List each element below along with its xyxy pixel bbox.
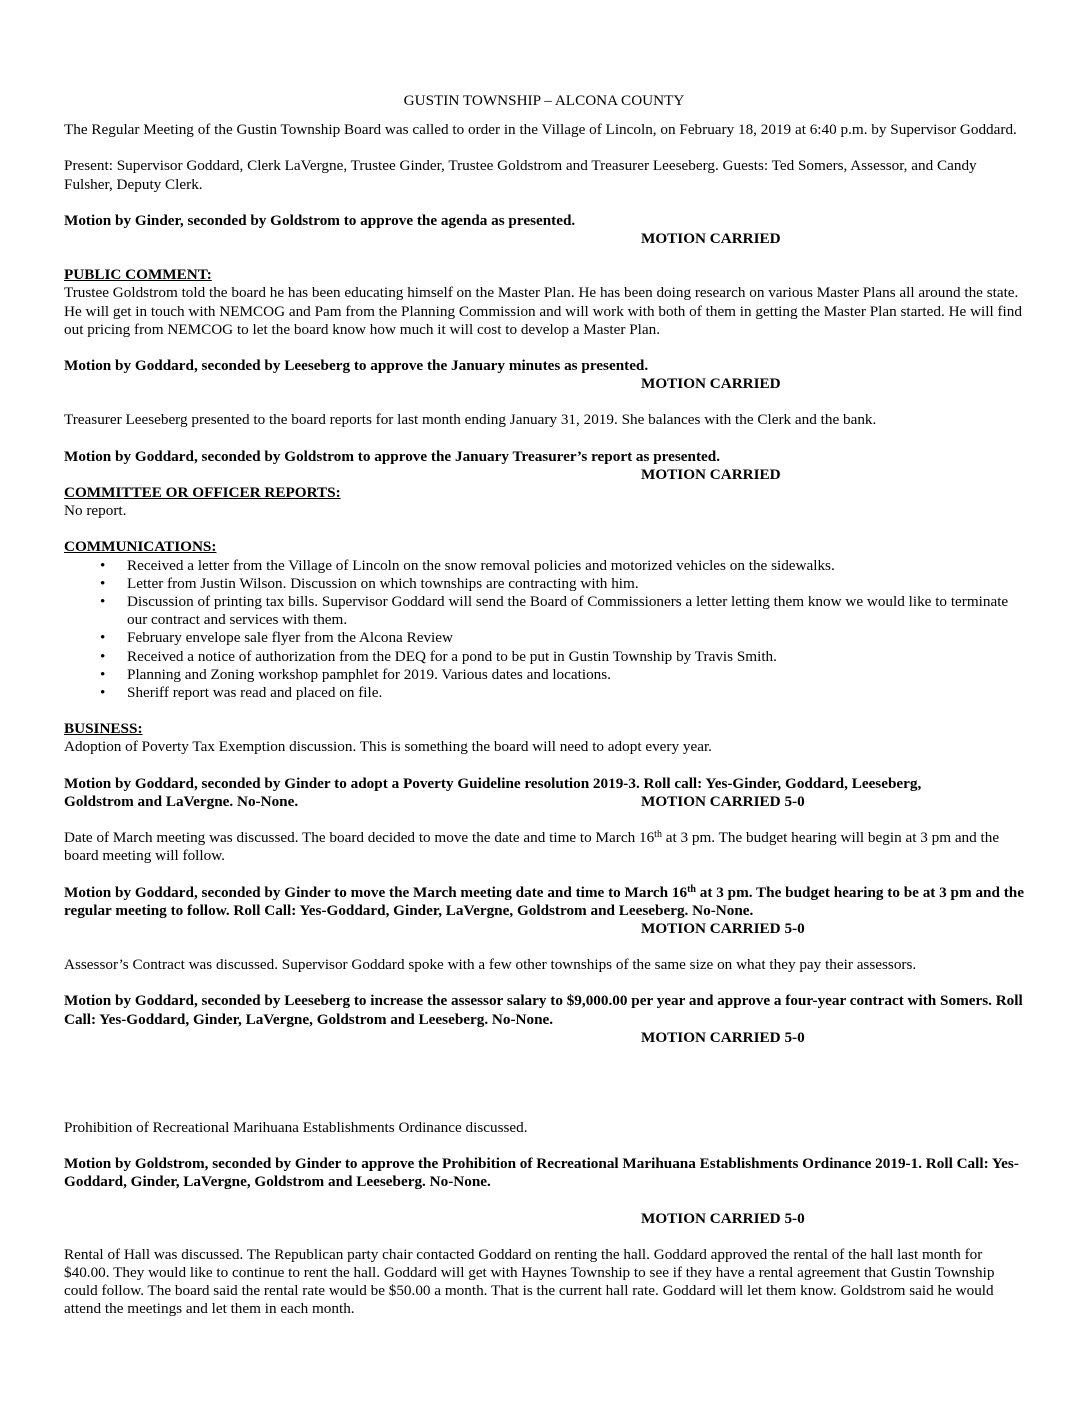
motion-poverty-row [64,793,1024,811]
minutes-page [64,92,1024,1319]
document-title: GUSTIN TOWNSHIP – ALCONA COUNTY [403,92,685,109]
march-text-b: at 3 pm. The budget hearing will begin at 3 pm and the board meeting will follow. [64,829,1000,865]
intro-paragraph: The Regular Meeting of the Gustin Township Board was called to order in the Village of Lincoln, on February 18, 2019 at 6:40 p.m. by Supervisor Goddard. [64,121,1017,139]
list-item: • February envelope sale flyer from the Alcona Review [127,629,1024,647]
motion-carried-march: MOTION CARRIED 5-0 [641,919,805,937]
list-item: • Sheriff report was read and placed on file. [127,684,1024,702]
treasurer-paragraph: Treasurer Leeseberg presented to the board reports for last month ending January 31, 2019. She balances with the Clerk and the bank. [64,411,877,429]
hall-paragraph: Rental of Hall was discussed. The Republican party chair contacted Goddard on renting the hall. Goddard approved the rental of the hall last month for $40.00. They would like to continue to rent the hall. Goddard will get with Haynes Township to see if they have a rental agreement that Gustin Township could follow. The board said the rental rate would be $50.00 a month. That is the current hall rate. Goddard will let them know. Goldstrom said he would attend the meetings and let them in each month. [64,1245,995,1318]
motion-march-superscript: th [687,883,696,895]
list-item: • Planning and Zoning workshop pamphlet for 2019. Various dates and locations. [127,666,1024,684]
motion-carried-assessor: MOTION CARRIED 5-0 [641,1028,805,1046]
list-item: • Letter from Justin Wilson. Discussion on which townships are contracting with him. [127,575,1024,593]
motion-march [64,884,1024,920]
business-heading: BUSINESS: [64,720,143,738]
motion-march-a: Motion by Goddard, seconded by Ginder to move the March meeting date and time to March 16 [64,883,688,901]
motion-minutes: Motion by Goddard, seconded by Leeseberg to approve the January minutes as presented. [64,357,649,375]
public-comment-text: Trustee Goldstrom told the board he has been educating himself on the Master Plan. He has been doing research on various Master Plans all around the state. He will get in touch with NEMCOG and Pam from the Planning Commission and will work with both of them in getting the Master Plan started. He will find out pricing from NEMCOG to let the board know how much it will cost to develop a Master Plan. [64,284,1022,338]
motion-assessor: Motion by Goddard, seconded by Leeseberg to increase the assessor salary to $9,000.00 per year and approve a four-year contract with Somers. Roll Call: Yes-Goddard, Ginder, LaVergne, Goldstrom and Leeseberg. No-None. [64,992,1023,1028]
public-comment-heading: PUBLIC COMMENT: [64,266,212,284]
communications-heading: COMMUNICATIONS: [64,538,217,556]
march-superscript: th [654,829,662,841]
list-item: • Received a notice of authorization from the DEQ for a pond to be put in Gustin Township by Travis Smith. [127,648,1024,666]
motion-poverty-line1: Motion by Goddard, seconded by Ginder to adopt a Poverty Guideline resolution 2019-3. Roll call: Yes-Ginder, Goddard, Leeseberg, [64,774,922,792]
motion-poverty-line2: Goldstrom and LaVergne. No-None. [64,792,299,810]
committee-heading: COMMITTEE OR OFFICER REPORTS: [64,484,341,502]
motion-agenda: Motion by Ginder, seconded by Goldstrom to approve the agenda as presented. [64,211,576,229]
assessor-paragraph: Assessor’s Contract was discussed. Supervisor Goddard spoke with a few other townships of the same size on what they pay their assessors. [64,956,917,974]
motion-carried-marihuana: MOTION CARRIED 5-0 [641,1209,805,1227]
motion-marihuana: Motion by Goldstrom, seconded by Ginder to approve the Prohibition of Recreational Marihuana Establishments Ordinance 2019-1. Roll Call: Yes-Goddard, Ginder, LaVergne, Goldstrom and Leeseberg. No-None. [64,1155,1019,1191]
motion-carried-poverty: MOTION CARRIED 5-0 [641,792,805,810]
list-item: • Received a letter from the Village of Lincoln on the snow removal policies and motorized vehicles on the sidewalks. [127,557,1024,575]
poverty-paragraph: Adoption of Poverty Tax Exemption discussion. This is something the board will need to adopt every year. [64,738,712,756]
motion-march-b: at 3 pm. The budget hearing to be at 3 pm and the regular meeting to follow. Roll Call: Yes-Goddard, Ginder, LaVergne, Goldstrom and Leeseberg. No-None. [64,883,1024,919]
marihuana-paragraph: Prohibition of Recreational Marihuana Establishments Ordinance discussed. [64,1118,528,1136]
motion-treasurer: Motion by Goddard, seconded by Goldstrom to approve the January Treasurer’s report as presented. [64,447,721,465]
motion-carried-minutes: MOTION CARRIED [641,375,781,393]
motion-carried-agenda: MOTION CARRIED [641,230,781,248]
march-text-a: Date of March meeting was discussed. The board decided to move the date and time to March 16 [64,829,655,847]
committee-text: No report. [64,502,127,520]
list-item: • Discussion of printing tax bills. Supervisor Goddard will send the Board of Commissioners a letter letting them know we would like to terminate our contract and services with them. [127,593,1024,629]
motion-carried-treasurer: MOTION CARRIED [641,465,781,483]
present-paragraph: Present: Supervisor Goddard, Clerk LaVergne, Trustee Ginder, Trustee Goldstrom and Treasurer Leeseberg. Guests: Ted Somers, Assessor, and Candy Fulsher, Deputy Clerk. [64,157,977,193]
march-paragraph [64,829,1024,865]
communications-list [64,557,1024,703]
